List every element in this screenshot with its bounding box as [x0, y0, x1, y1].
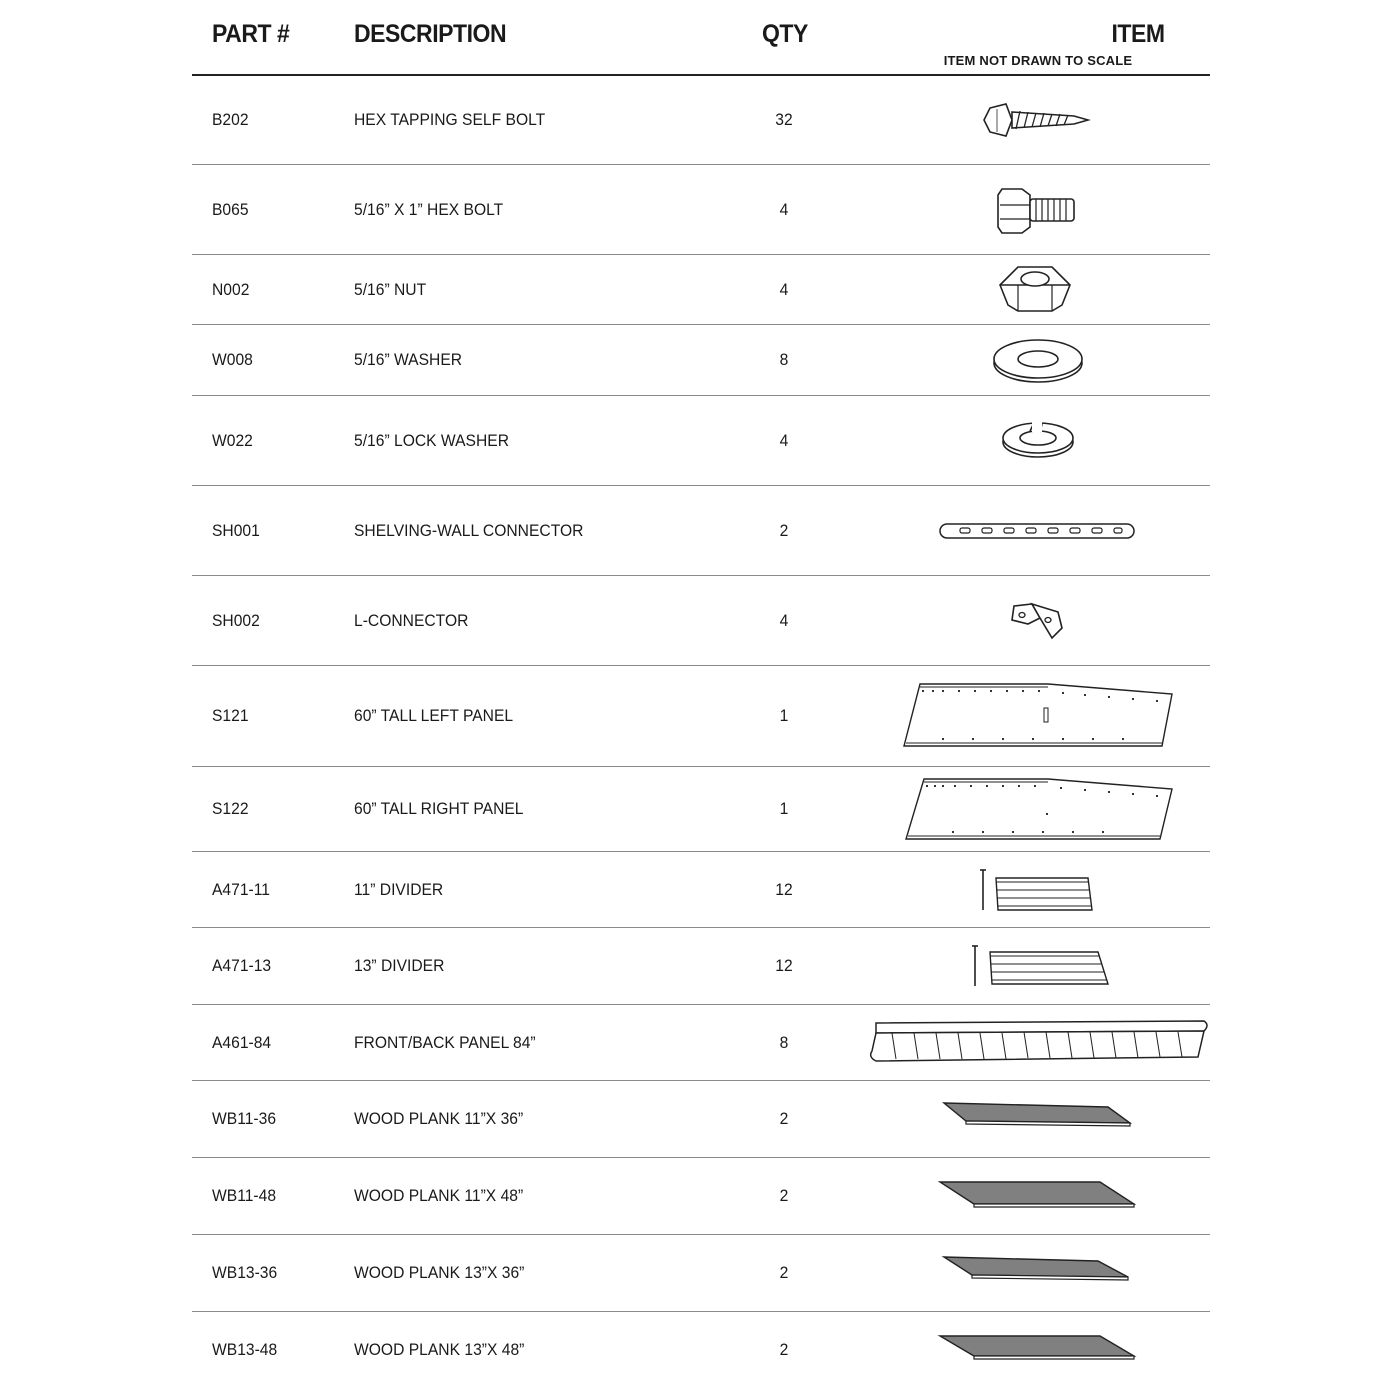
- tapping-screw-icon: [862, 76, 1210, 164]
- part-number: WB13-48: [212, 1340, 278, 1359]
- part-number: SH002: [212, 610, 260, 630]
- table-row: [192, 666, 1210, 767]
- part-qty: 4: [779, 199, 789, 219]
- slotted-strap-icon: [862, 486, 1210, 575]
- table-row: [192, 165, 1210, 255]
- part-description: L-CONNECTOR: [354, 610, 469, 630]
- part-qty: 4: [779, 279, 789, 299]
- wood-plank-icon: [862, 1081, 1210, 1157]
- part-number: W008: [212, 350, 253, 369]
- table-row: [192, 1312, 1210, 1388]
- part-description: 60” TALL LEFT PANEL: [354, 706, 514, 725]
- left-side-panel-icon: [862, 666, 1210, 766]
- front-back-beam-icon: [862, 1005, 1210, 1080]
- part-description: 11” DIVIDER: [354, 879, 444, 899]
- part-description: WOOD PLANK 13”X 36”: [354, 1263, 525, 1282]
- part-description: 5/16” NUT: [354, 279, 427, 299]
- header-item-note: ITEM NOT DRAWN TO SCALE: [943, 53, 1133, 68]
- table-row: [192, 928, 1210, 1005]
- l-bracket-icon: [862, 576, 1210, 665]
- part-qty: 2: [779, 520, 789, 540]
- part-qty: 2: [779, 1109, 789, 1128]
- table-row: [192, 852, 1210, 928]
- table-row: [192, 486, 1210, 576]
- wood-plank-icon: [862, 1158, 1210, 1234]
- part-qty: 4: [779, 430, 789, 450]
- wood-plank-icon: [862, 1235, 1210, 1311]
- part-number: S122: [212, 799, 249, 818]
- header-part: PART #: [212, 20, 290, 48]
- header-qty: QTY: [762, 20, 808, 48]
- part-description: WOOD PLANK 11”X 36”: [354, 1109, 524, 1128]
- part-number: S121: [212, 706, 249, 725]
- right-side-panel-icon: [862, 767, 1210, 851]
- part-qty: 8: [779, 350, 789, 369]
- hex-nut-icon: [862, 255, 1210, 324]
- table-row: [192, 396, 1210, 486]
- part-number: A471-13: [212, 956, 272, 975]
- parts-list: [192, 0, 1210, 1388]
- part-description: 5/16” LOCK WASHER: [354, 430, 510, 450]
- lock-washer-icon: [862, 396, 1210, 485]
- table-row: [192, 255, 1210, 325]
- header-description: DESCRIPTION: [354, 20, 507, 48]
- table-header: [192, 0, 1210, 76]
- part-qty: 12: [775, 879, 793, 899]
- part-number: B202: [212, 110, 249, 129]
- part-number: SH001: [212, 520, 260, 540]
- flat-washer-icon: [862, 325, 1210, 395]
- part-number: WB13-36: [212, 1263, 278, 1282]
- wood-plank-icon: [862, 1312, 1210, 1388]
- part-qty: 4: [779, 610, 789, 630]
- table-body: [192, 76, 1210, 1388]
- part-number: A461-84: [212, 1032, 272, 1052]
- table-row: [192, 76, 1210, 165]
- part-description: WOOD PLANK 13”X 48”: [354, 1340, 525, 1359]
- part-description: 5/16” X 1” HEX BOLT: [354, 199, 504, 219]
- table-row: [192, 767, 1210, 852]
- part-number: WB11-36: [212, 1109, 277, 1128]
- table-row: [192, 576, 1210, 666]
- table-row: [192, 1005, 1210, 1081]
- part-qty: 2: [779, 1340, 789, 1359]
- part-qty: 32: [775, 110, 793, 129]
- part-qty: 2: [779, 1263, 789, 1282]
- table-row: [192, 1158, 1210, 1235]
- part-description: 13” DIVIDER: [354, 956, 445, 975]
- table-row: [192, 325, 1210, 396]
- part-description: HEX TAPPING SELF BOLT: [354, 110, 546, 129]
- part-qty: 1: [779, 706, 789, 725]
- part-description: SHELVING-WALL CONNECTOR: [354, 520, 584, 540]
- table-row: [192, 1235, 1210, 1312]
- part-number: WB11-48: [212, 1186, 277, 1205]
- part-qty: 2: [779, 1186, 789, 1205]
- part-description: 5/16” WASHER: [354, 350, 463, 369]
- part-qty: 8: [779, 1032, 789, 1052]
- divider-11-icon: [862, 852, 1210, 927]
- part-description: 60” TALL RIGHT PANEL: [354, 799, 524, 818]
- part-description: FRONT/BACK PANEL 84”: [354, 1032, 536, 1052]
- part-number: B065: [212, 199, 249, 219]
- part-number: A471-11: [212, 879, 270, 899]
- part-qty: 1: [779, 799, 789, 818]
- part-description: WOOD PLANK 11”X 48”: [354, 1186, 524, 1205]
- hex-bolt-icon: [862, 165, 1210, 254]
- divider-13-icon: [862, 928, 1210, 1004]
- part-number: W022: [212, 430, 253, 450]
- part-number: N002: [212, 279, 250, 299]
- header-item: ITEM: [1111, 20, 1165, 48]
- part-qty: 12: [775, 956, 793, 975]
- table-row: [192, 1081, 1210, 1158]
